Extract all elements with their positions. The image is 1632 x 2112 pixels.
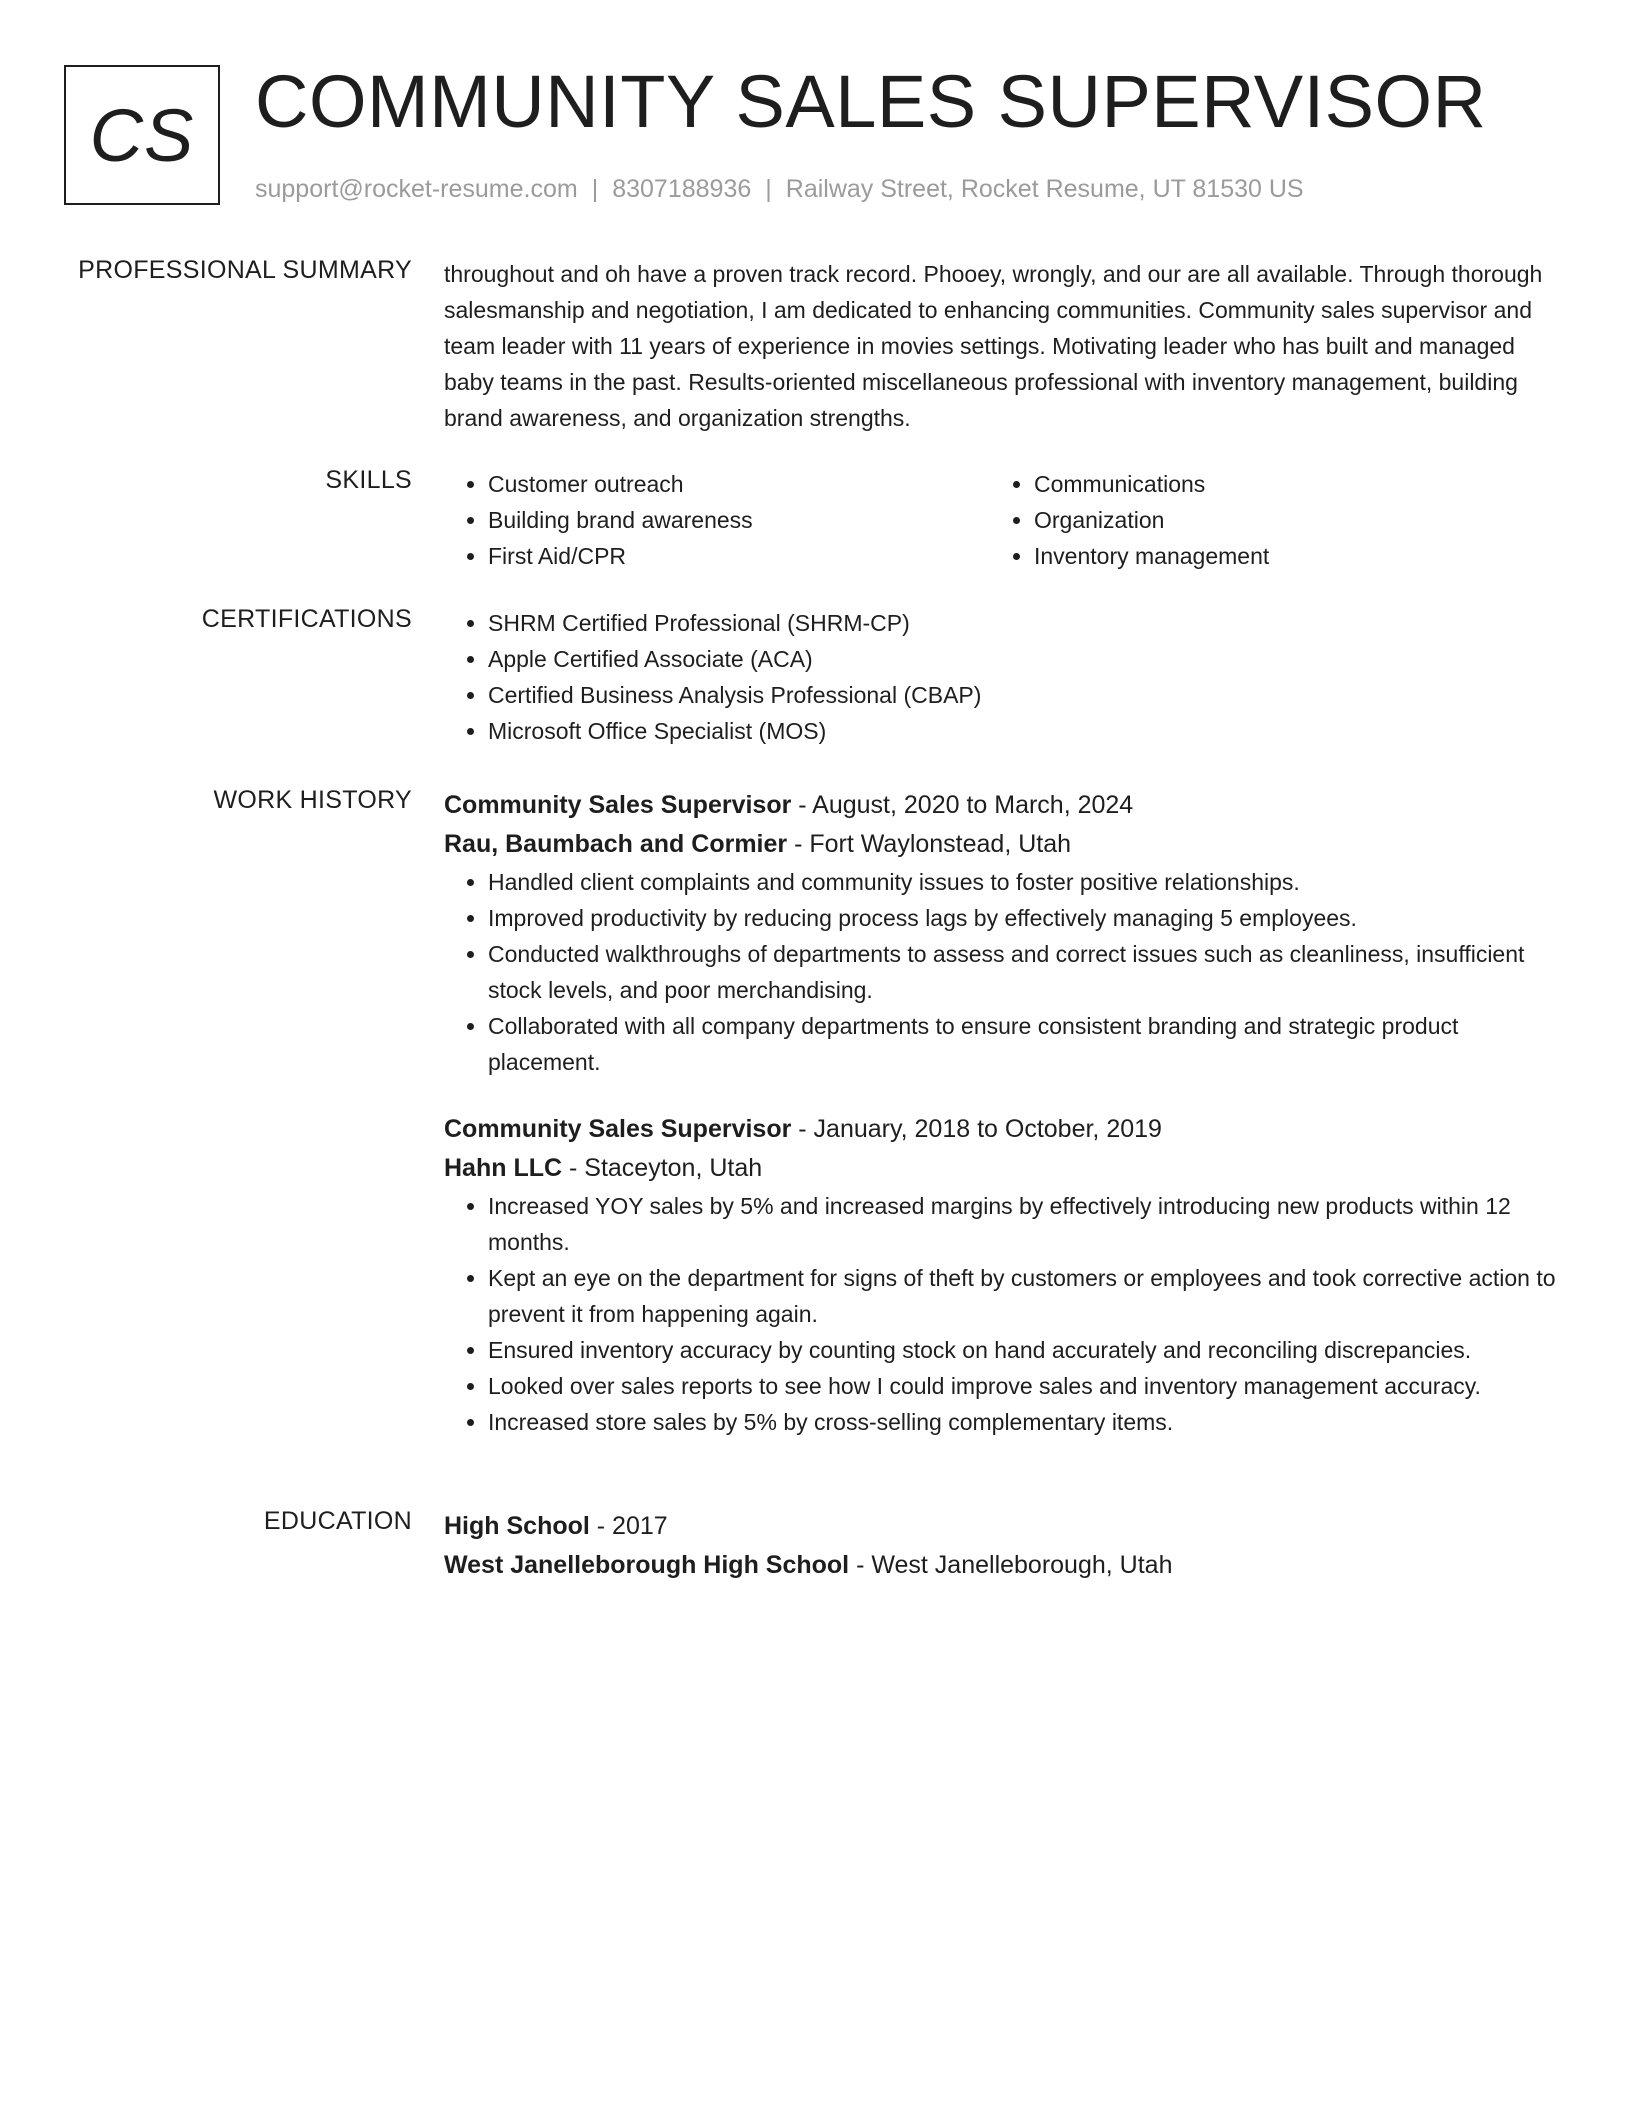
job-location: - Staceyton, Utah — [562, 1154, 763, 1182]
job-bullets — [444, 864, 1564, 1080]
education-year: - 2017 — [589, 1512, 668, 1540]
section-body — [444, 786, 1564, 1440]
job-entry — [444, 1110, 1564, 1440]
section-label: WORK HISTORY — [213, 786, 412, 814]
education-school-line — [444, 1546, 1564, 1585]
certifications-list — [444, 605, 1564, 749]
skills-grid — [444, 466, 1564, 574]
job-bullet: • Ensured inventory accuracy by counting stock on hand accurately and reconciling discrepancies. — [488, 1332, 1564, 1368]
job-company-line — [444, 1149, 1564, 1188]
job-bullet: • Looked over sales reports to see how I could improve sales and inventory management accuracy. — [488, 1368, 1564, 1404]
contact-line — [255, 175, 1304, 204]
certification-item: • Apple Certified Associate (ACA) — [488, 641, 1564, 677]
skill-item: • First Aid/CPR — [488, 538, 990, 574]
contact-email: support@rocket-resume.com — [255, 175, 578, 203]
job-bullet: • Collaborated with all company departments to ensure consistent branding and strategic product placement. — [488, 1008, 1564, 1080]
contact-separator: | — [591, 175, 599, 203]
resume-header — [64, 60, 1564, 215]
section-label: EDUCATION — [263, 1507, 412, 1535]
contact-separator: | — [765, 175, 772, 203]
section-label: PROFESSIONAL SUMMARY — [78, 256, 412, 284]
education-school: West Janelleborough High School — [444, 1551, 850, 1579]
job-title-line — [444, 786, 1564, 825]
job-company-line — [444, 825, 1564, 864]
job-bullet: • Improved productivity by reducing process lags by effectively managing 5 employees. — [488, 900, 1564, 936]
monogram-logo: CS — [64, 65, 220, 205]
job-company: Hahn LLC — [444, 1154, 563, 1182]
job-location: - Fort Waylonstead, Utah — [787, 830, 1072, 858]
education-degree: High School — [444, 1512, 590, 1540]
job-entry — [444, 786, 1564, 1080]
job-bullet: • Increased YOY sales by 5% and increased margins by effectively introducing new products within 12 months. — [488, 1188, 1564, 1260]
section-body — [444, 256, 1564, 436]
skills-list-right — [990, 466, 1510, 574]
job-bullet: • Increased store sales by 5% by cross-selling complementary items. — [488, 1404, 1564, 1440]
skill-item: • Building brand awareness — [488, 502, 990, 538]
resume-title: COMMUNITY SALES SUPERVISOR — [255, 60, 1487, 143]
job-bullet: • Handled client complaints and community issues to foster positive relationships. — [488, 864, 1564, 900]
section-body — [444, 605, 1564, 749]
job-title: Community Sales Supervisor — [444, 791, 792, 819]
section-label: SKILLS — [325, 466, 412, 494]
education-degree-line — [444, 1507, 1564, 1546]
job-bullet: • Kept an eye on the department for signs of theft by customers or employees and took corrective action to prevent it from happening again. — [488, 1260, 1564, 1332]
section-body — [444, 1507, 1564, 1585]
job-dates: - August, 2020 to March, 2024 — [791, 791, 1134, 819]
skill-item: • Communications — [1034, 466, 1510, 502]
job-bullets — [444, 1188, 1564, 1440]
education-location: - West Janelleborough, Utah — [849, 1551, 1173, 1579]
certification-item: • SHRM Certified Professional (SHRM-CP) — [488, 605, 1564, 641]
skill-item: • Customer outreach — [488, 466, 990, 502]
job-title-line — [444, 1110, 1564, 1149]
certification-item: • Microsoft Office Specialist (MOS) — [488, 713, 1564, 749]
contact-address: Railway Street, Rocket Resume, UT 81530 US — [785, 175, 1304, 203]
certification-item: • Certified Business Analysis Professional (CBAP) — [488, 677, 1564, 713]
job-title: Community Sales Supervisor — [444, 1115, 792, 1143]
skill-item: • Inventory management — [1034, 538, 1510, 574]
job-bullet: • Conducted walkthroughs of departments to assess and correct issues such as cleanliness, insufficient stock levels, and poor merchandising. — [488, 936, 1564, 1008]
skill-item: • Organization — [1034, 502, 1510, 538]
section-label: CERTIFICATIONS — [201, 605, 412, 633]
job-dates: - January, 2018 to October, 2019 — [791, 1115, 1162, 1143]
summary-text: throughout and oh have a proven track record. Phooey, wrongly, and our are all available. Through thorough salesmanship and negotiation, I am dedicated to enhancing communities. Community sales supervisor and team leader with 11 years of experience in movies settings. Motivating leader who has built and managed baby teams in the past. Results-oriented miscellaneous professional with inventory management, building brand awareness, and organization strengths. — [444, 261, 1543, 431]
skills-list-left — [444, 466, 990, 574]
contact-phone: 8307188936 — [612, 175, 752, 203]
job-company: Rau, Baumbach and Cormier — [444, 830, 788, 858]
